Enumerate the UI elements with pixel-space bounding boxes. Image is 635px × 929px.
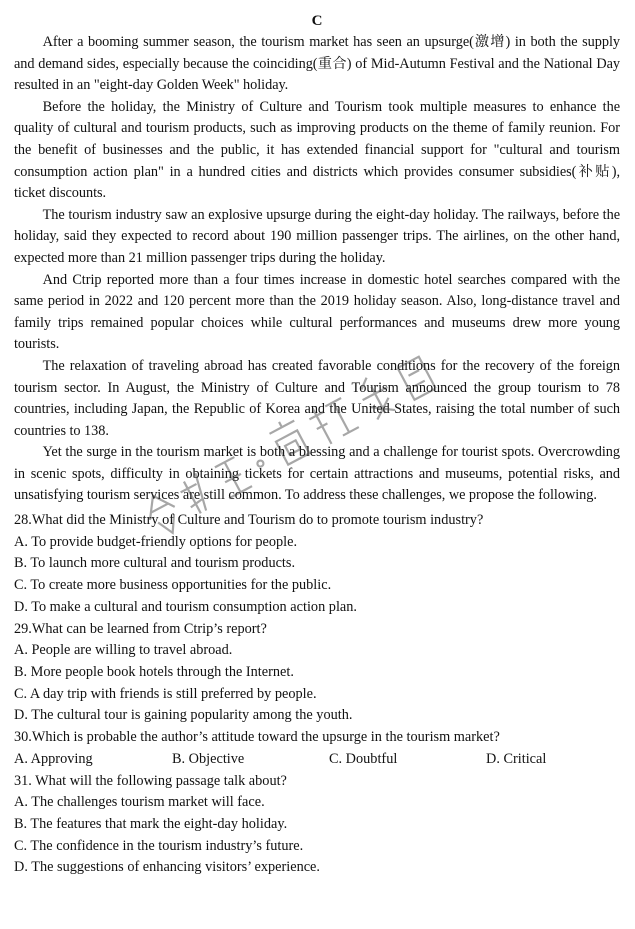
option-a: A. The challenges tourism market will face. [14, 794, 265, 811]
option-d: D. To make a cultural and tourism consumption action plan. [14, 598, 357, 615]
option-row [14, 749, 620, 771]
document-page [14, 10, 620, 879]
paragraph-5: The relaxation of traveling abroad has created favorable conditions for the recovery of the foreign tourism sector. In August, the Ministry of Culture and Tourism announced the group tourism to 78 countries, including Japan, the Republic of Korea and the United States, raising the total number of such countries to 138. [14, 357, 620, 439]
question-28 [14, 510, 620, 619]
passage-body [14, 32, 620, 507]
option-d: D. The cultural tour is gaining popularity among the youth. [14, 707, 353, 724]
option-b: B. To launch more cultural and tourism products. [14, 555, 296, 572]
option-a: A. To provide budget-friendly options for people. [14, 533, 298, 550]
option-c: C. A day trip with friends is still preferred by people. [14, 685, 317, 702]
option-a: A. People are willing to travel abroad. [14, 642, 233, 659]
question-stem: 28.What did the Ministry of Culture and Tourism do to promote tourism industry? [14, 512, 484, 529]
paragraph-3: The tourism industry saw an explosive upsurge during the eight-day holiday. The railways, before the holiday, said they expected to record about 190 million passenger trips. The airlines, on the other hand, expected more than 21 million passenger trips during the holiday. [14, 206, 620, 266]
question-stem: 29.What can be learned from Ctrip’s report? [14, 620, 267, 637]
paragraph-1: After a booming summer season, the tourism market has seen an upsurge(激增) in both the supply and demand sides, especially because the coinciding(重合) of Mid-Autumn Festival and the National Day resulted in an "eight-day Golden Week" holiday. [14, 34, 620, 94]
passage-title: C [311, 13, 323, 29]
option-d: D. The suggestions of enhancing visitors’ experience. [14, 859, 320, 876]
option-b: B. More people book hotels through the Internet. [14, 663, 294, 680]
option-b: B. Objective [172, 750, 245, 767]
question-29 [14, 619, 620, 728]
option-d: D. Critical [486, 750, 547, 767]
option-c: C. Doubtful [329, 750, 398, 767]
option-b: B. The features that mark the eight-day holiday. [14, 815, 288, 832]
paragraph-6: Yet the surge in the tourism market is both a blessing and a challenge for tourist spots. Overcrowding in scenic spots, difficulty in obtaining tickets for certain attractions and museums, potential risks, and unsatisfying tourism services are still common. To address these challenges, we propose the following. [14, 444, 620, 504]
question-31 [14, 771, 620, 880]
option-c: C. To create more business opportunities for the public. [14, 577, 332, 594]
paragraph-2: Before the holiday, the Ministry of Culture and Tourism took multiple measures to enhance the quality of cultural and tourism products, such as improving products on the theme of family reunion. For the benefit of businesses and the public, it has extended financial support for "cultural and tourism consumption action plan" in a hundred cities and districts which provides consumer subsidies(补贴), ticket discounts. [14, 98, 620, 202]
option-c: C. The confidence in the tourism industry’s future. [14, 837, 304, 854]
question-stem: 30.Which is probable the author’s attitude toward the upsurge in the tourism market? [14, 729, 500, 746]
question-stem: 31. What will the following passage talk about? [14, 772, 287, 789]
option-a: A. Approving [14, 750, 93, 767]
question-30 [14, 727, 620, 770]
paragraph-4: And Ctrip reported more than a four times increase in domestic hotel searches compared with the same period in 2022 and 120 percent more than the 2019 holiday season. Also, long-distance travel and family trips remained popular choices while cultural performances and museums drew more young tourists. [14, 271, 620, 353]
